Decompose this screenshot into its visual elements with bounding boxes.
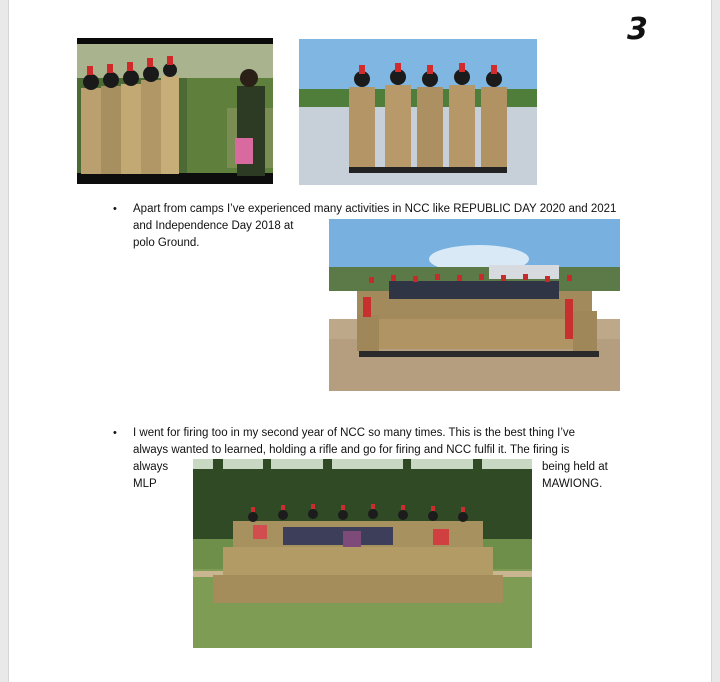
bullet-2-right-a: being held at (542, 461, 608, 473)
bullet-dot-1: • (113, 203, 117, 215)
photo-cadets-briefing (77, 38, 273, 184)
bullet-1-line-3: polo Ground. (133, 237, 200, 249)
bullet-1-line-1: Apart from camps I’ve experienced many activities in NCC like REPUBLIC DAY 2020 and 2021 (133, 203, 617, 215)
bullet-2-left-b: MLP (133, 478, 157, 490)
bullet-1-line-2: and Independence Day 2018 at (133, 220, 294, 232)
bullet-2-right-b: MAWIONG. (542, 478, 603, 490)
photo-cadets-group-standing (299, 39, 537, 185)
photo-firing-camp-group (193, 459, 532, 648)
bullet-2-line-2: always wanted to learned, holding a rifle and go for firing and NCC fulfil it. The firing is (133, 444, 570, 456)
page-number: 3 (627, 12, 648, 47)
bullet-2-line-1: I went for firing too in my second year of NCC so many times. This is the best thing I’ve (133, 427, 576, 439)
bullet-2-left-a: always (133, 461, 169, 473)
bullet-dot-2: • (113, 427, 117, 439)
photo-republic-day-group (329, 219, 620, 391)
document-page (8, 0, 712, 682)
